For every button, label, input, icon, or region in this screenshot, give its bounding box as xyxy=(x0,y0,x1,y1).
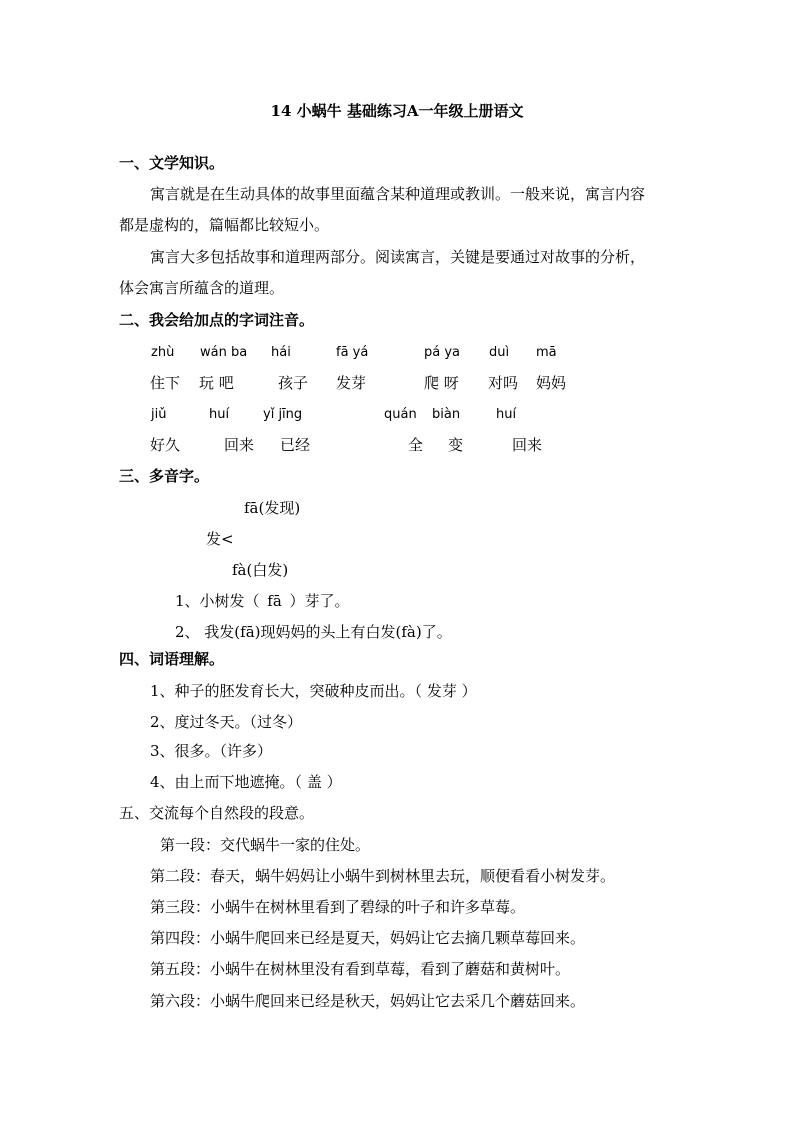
word: 玩 吧 xyxy=(199,374,234,392)
pinyin: jiǔ xyxy=(151,407,167,422)
pinyin: fā yá xyxy=(336,345,369,360)
word: 回来 xyxy=(224,436,255,454)
polyphone-reading: fā(发现) xyxy=(244,499,301,517)
pinyin: zhù xyxy=(151,345,175,360)
list-item: 第六段：小蜗牛爬回来已经是秋天，妈妈让它去采几个蘑菇回来。 xyxy=(150,992,586,1010)
question-item xyxy=(175,592,350,610)
word: 好久 xyxy=(150,436,181,454)
word: 已经 xyxy=(280,436,311,454)
section-heading-2: 二、我会给加点的字词注音。 xyxy=(119,311,315,329)
list-item: 第一段：交代蜗牛一家的住处。 xyxy=(160,836,371,854)
pinyin: wán ba xyxy=(200,345,248,360)
word: 回来 xyxy=(512,436,543,454)
list-item: 第三段：小蜗牛在树林里看到了碧绿的叶子和许多草莓。 xyxy=(150,898,526,916)
polyphone-reading: fà(白发) xyxy=(232,561,289,579)
section-heading-5: 五、交流每个自然段的段意。 xyxy=(119,804,315,822)
word: 妈妈 xyxy=(536,374,567,392)
list-item: 1、种子的胚发育长大，突破种皮而出。（ 发芽 ） xyxy=(150,682,477,700)
section-heading-4: 四、词语理解。 xyxy=(119,650,225,668)
pinyin: huí xyxy=(209,407,230,422)
question-prefix: 1、小树发（ xyxy=(175,592,260,610)
polyphone-char: 发< xyxy=(206,530,234,548)
word: 对吗 xyxy=(488,374,519,392)
word: 爬 呀 xyxy=(424,374,459,392)
pinyin: huí xyxy=(496,407,517,422)
paragraph-line: 寓言就是在生动具体的故事里面蕴含某种道理或教训。一般来说，寓言内容 xyxy=(150,185,646,203)
pinyin: pá ya xyxy=(424,345,461,360)
page-title: 14 小蜗牛 基础练习A一年级上册语文 xyxy=(270,102,524,120)
question-suffix: ）芽了。 xyxy=(289,592,350,610)
word: 变 xyxy=(448,436,464,454)
list-item: 第五段：小蜗牛在树林里没有看到草莓，看到了蘑菇和黄树叶。 xyxy=(150,960,571,978)
list-item: 第二段：春天，蜗牛妈妈让小蜗牛到树林里去玩，顺便看看小树发芽。 xyxy=(150,867,616,885)
paragraph-line: 寓言大多包括故事和道理两部分。阅读寓言，关键是要通过对故事的分析， xyxy=(150,248,646,266)
pinyin: biàn xyxy=(432,407,461,422)
pinyin: mā xyxy=(536,345,557,360)
pinyin: yǐ jīng xyxy=(263,407,303,422)
question-answer: fā xyxy=(267,592,282,610)
paragraph-line: 体会寓言所蕴含的道理。 xyxy=(119,279,285,297)
list-item: 2、度过冬天。（过冬） xyxy=(150,713,303,731)
section-heading-3: 三、多音字。 xyxy=(119,467,210,485)
list-item: 第四段：小蜗牛爬回来已经是夏天，妈妈让它去摘几颗草莓回来。 xyxy=(150,929,586,947)
question-item: 2、 我发(fā)现妈妈的头上有白发(fà)了。 xyxy=(175,623,452,641)
word: 住下 xyxy=(150,374,181,392)
pinyin: quán xyxy=(384,407,417,422)
word: 发芽 xyxy=(336,374,367,392)
list-item: 4、由上而下地遮掩。（ 盖 ） xyxy=(150,773,342,791)
list-item: 3、很多。（许多） xyxy=(150,742,273,760)
pinyin: hái xyxy=(271,345,291,360)
pinyin: duì xyxy=(489,345,510,360)
section-heading-1: 一、文学知识。 xyxy=(119,154,225,172)
word: 全 xyxy=(408,436,424,454)
paragraph-line: 都是虚构的，篇幅都比较短小。 xyxy=(119,216,330,234)
word: 孩子 xyxy=(278,374,309,392)
